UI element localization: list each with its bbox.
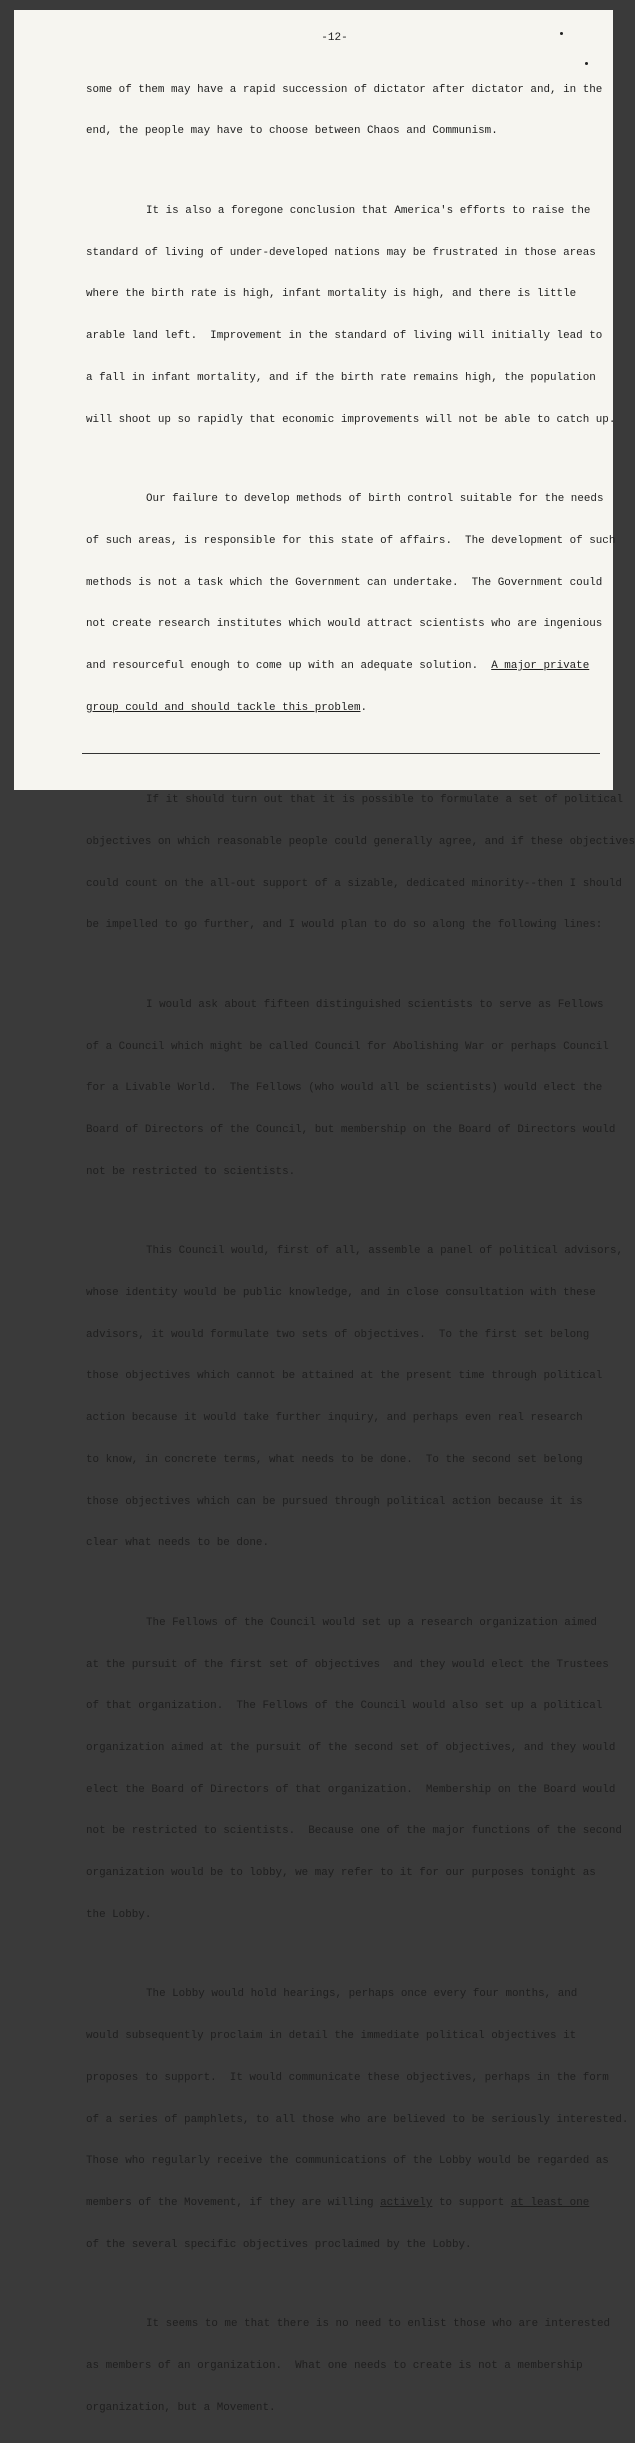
text-line: Our failure to develop methods of birth control suitable for the needs <box>146 493 604 506</box>
text-line: could count on the all-out support of a sizable, dedicated minority--then I should <box>86 877 622 890</box>
paragraph-7 <box>86 1589 622 1951</box>
text-line: arable land left. Improvement in the standard of living will initially lead to <box>86 330 603 343</box>
text-line: of the several specific objectives proclaimed by the Lobby. <box>86 2238 472 2251</box>
ink-speck <box>560 32 563 35</box>
text-line: organization, but a Movement. <box>86 2401 276 2414</box>
text-run: . <box>360 701 368 714</box>
text-line: of that organization. The Fellows of the Council would also set up a political <box>86 1700 603 1713</box>
text-line: advisors, it would formulate two sets of objectives. To the first set belong <box>86 1328 590 1341</box>
paragraph-9 <box>86 2290 611 2443</box>
horizontal-rule <box>82 753 600 754</box>
text-line: of a Council which might be called Council for Abolishing War or perhaps Council <box>86 1040 609 1053</box>
document-page <box>14 10 635 2414</box>
paragraph-3 <box>86 465 616 743</box>
text-line: proposes to support. It would communicate these objectives, perhaps in the form <box>86 2071 609 2084</box>
text-line: objectives on which reasonable people could generally agree, and if these objectives <box>86 835 635 848</box>
paragraph-2 <box>86 177 616 455</box>
text-run: and resourceful enough to come up with an adequate solution. <box>86 659 479 672</box>
text-line: the Lobby. <box>86 1908 152 1921</box>
paragraph-1 <box>86 56 603 167</box>
text-line: The Lobby would hold hearings, perhaps once every four months, and <box>146 1988 578 2001</box>
text-line: clear what needs to be done. <box>86 1537 269 1550</box>
text-line: for a Livable World. The Fellows (who would all be scientists) would elect the <box>86 1082 603 1095</box>
text-line: If it should turn out that it is possible to formulate a set of political <box>146 794 624 807</box>
text-line: This Council would, first of all, assemble a panel of political advisors, <box>146 1245 624 1258</box>
text-line: not be restricted to scientists. <box>86 1165 296 1178</box>
text-line: whose identity would be public knowledge, and in close consultation with these <box>86 1287 596 1300</box>
text-line: Board of Directors of the Council, but membership on the Board of Directors would <box>86 1124 616 1137</box>
text-line: It seems to me that there is no need to enlist those who are interested <box>146 2318 611 2331</box>
text-line: not create research institutes which would attract scientists who are ingenious <box>86 618 603 631</box>
text-line: would subsequently proclaim in detail the immediate political objectives it <box>86 2030 577 2043</box>
text-line: where the birth rate is high, infant mortality is high, and there is little <box>86 288 577 301</box>
underlined-text: at least one <box>510 2197 590 2210</box>
underlined-text: A major private <box>491 659 590 672</box>
text-run: to support <box>432 2197 511 2210</box>
underlined-text: group could and should tackle this problem <box>86 701 361 714</box>
paragraph-8 <box>86 1961 629 2281</box>
text-line: It is also a foregone conclusion that America's efforts to raise the <box>146 204 591 217</box>
ink-speck <box>585 62 588 65</box>
text-line: of such areas, is responsible for this state of affairs. The development of such <box>86 534 616 547</box>
paragraph-6 <box>86 1218 624 1580</box>
text-line: at the pursuit of the first set of objectives and they would elect the Trustees <box>86 1658 609 1671</box>
text-run: members of the Movement, if they are willing <box>86 2197 381 2210</box>
text-line: those objectives which can be pursued through political action because it is <box>86 1495 583 1508</box>
text-line <box>86 659 590 674</box>
text-line: methods is not a task which the Government can undertake. The Government could <box>86 576 603 589</box>
text-line: Those who regularly receive the communications of the Lobby would be regarded as <box>86 2155 609 2168</box>
text-line: not be restricted to scientists. Because one of the major functions of the second <box>86 1825 622 1838</box>
paragraph-4 <box>86 766 635 961</box>
text-line: of a series of pamphlets, to all those who are believed to be seriously interested. <box>86 2113 629 2126</box>
text-line: I would ask about fifteen distinguished scientists to serve as Fellows <box>146 998 604 1011</box>
text-line: as members of an organization. What one needs to create is not a membership <box>86 2360 583 2372</box>
text-line: organization aimed at the pursuit of the second set of objectives, and they would <box>86 1742 616 1755</box>
page-number: -12- <box>321 32 348 44</box>
text-line: organization would be to lobby, we may refer to it for our purposes tonight as <box>86 1867 596 1880</box>
underlined-text: actively <box>380 2197 433 2210</box>
text-line <box>86 702 575 716</box>
text-line: those objectives which cannot be attained at the present time through political <box>86 1370 603 1383</box>
text-line: to know, in concrete terms, what needs to be done. To the second set belong <box>86 1453 583 1466</box>
text-line: elect the Board of Directors of that organization. Membership on the Board would <box>86 1783 616 1796</box>
text-line: standard of living of under-developed nations may be frustrated in those areas <box>86 246 596 259</box>
text-line: action because it would take further inquiry, and perhaps even real research <box>86 1412 583 1425</box>
text-line: end, the people may have to choose between Chaos and Communism. <box>86 125 498 138</box>
text-line: will shoot up so rapidly that economic improvements will not be able to catch up. <box>86 413 616 426</box>
text-line: some of them may have a rapid succession of dictator after dictator and, in the <box>86 83 603 96</box>
paragraph-5 <box>86 971 616 1207</box>
text-line: The Fellows of the Council would set up a research organization aimed <box>146 1616 597 1629</box>
text-line <box>86 2197 590 2211</box>
text-line: a fall in infant mortality, and if the birth rate remains high, the population <box>86 371 596 384</box>
text-line: be impelled to go further, and I would plan to do so along the following lines: <box>86 919 603 932</box>
